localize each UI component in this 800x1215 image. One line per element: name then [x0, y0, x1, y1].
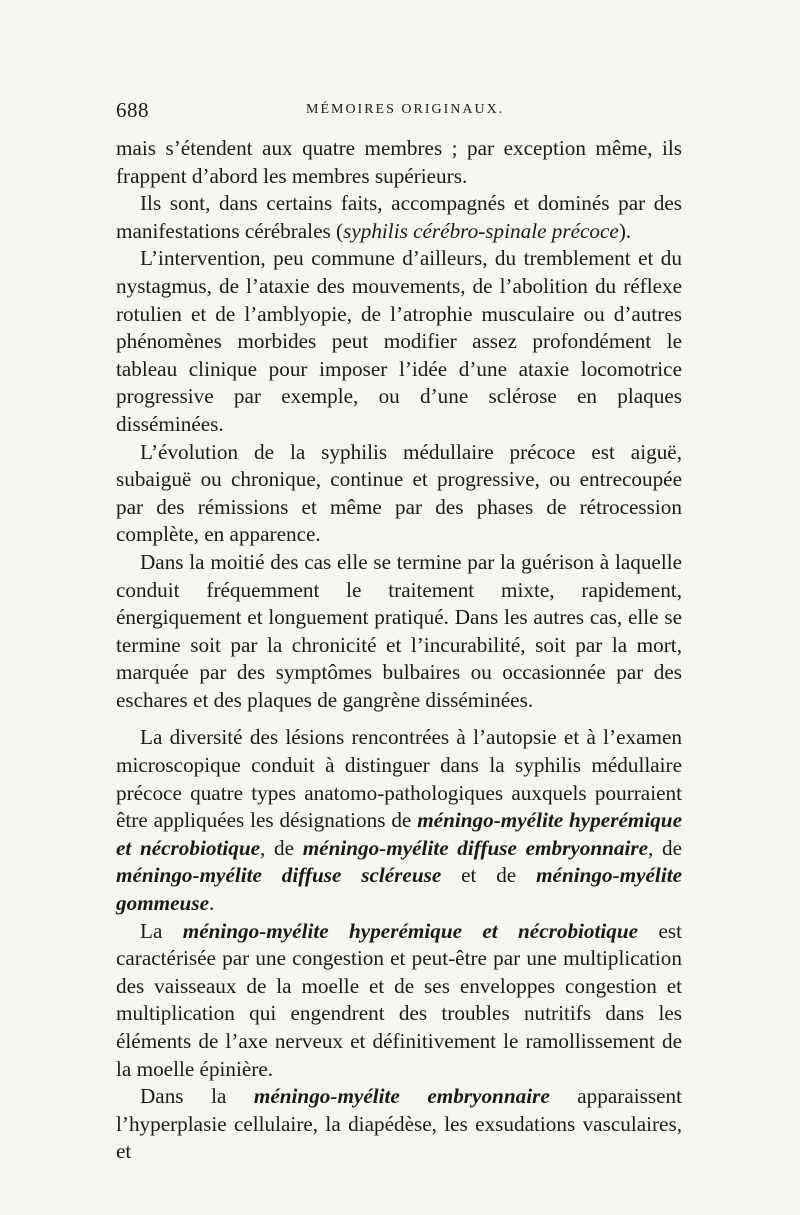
- emphasized-term: méningo-myélite embryonnaire: [253, 1084, 550, 1109]
- text-segment: apparaissent l’hyperplasie cellulaire, la diapédèse, les exsudations vasculaires, et: [116, 1084, 682, 1164]
- text-segment: Ils sont, dans certains faits, accompagnés et dominés par des manifestations cérébrales (: [116, 191, 682, 243]
- text-segment: Dans la: [140, 1084, 254, 1109]
- paragraph: [116, 918, 682, 1084]
- paragraph: [116, 1083, 682, 1166]
- running-title: MÉMOIRES ORIGINAUX.: [306, 102, 505, 117]
- paragraph: [116, 190, 682, 245]
- page-header: [116, 98, 684, 124]
- emphasized-term: méningo-myélite hyperémique et nécrobiotique: [182, 918, 639, 943]
- page-number: 688: [116, 98, 149, 122]
- paragraph: [116, 439, 682, 549]
- text-segment: La: [140, 918, 183, 943]
- emphasized-term: méningo-myélite diffuse embryonnaire: [302, 835, 649, 860]
- text-segment: , de: [260, 835, 303, 860]
- text-segment: .: [209, 891, 215, 916]
- text-segment: La diversité des lésions rencontrées à l’autopsie et à l’examen microscopique conduit à distinguer dans la syphilis médullaire précoce quatre types anatomo-pathologiques auxquels pourraient être appliquées les désignations de: [116, 725, 682, 833]
- body-text: [116, 135, 682, 1166]
- paragraph: [116, 245, 682, 438]
- text-segment: , de: [648, 835, 683, 860]
- text-segment: ).: [618, 218, 632, 243]
- text-segment: est caractérisée par une congestion et peut-être par une multiplication des vaisseaux de la moelle et de ses enveloppes congestion et multiplication qui engendrent des troubles nutritifs dans les éléments de l’axe nerveux et définitivement le ramollissement de la moelle épinière.: [116, 918, 682, 1081]
- text-segment: L’évolution de la syphilis médullaire précoce est aiguë, subaiguë ou chronique, continue et progressive, ou entrecoupée par des rémissions et même par des phases de rétrocession complète, en apparence.: [116, 439, 682, 547]
- text-segment: Dans la moitié des cas elle se termine par la guérison à laquelle conduit fréquemment le traitement mixte, rapidement, énergiquement et longuement pratiqué. Dans les autres cas, elle se termine soit par la chronicité et l’incurabilité, soit par la mort, marquée par des symptômes bulbaires ou occasionnée par des eschares et des plaques de gangrène disséminées.: [116, 549, 682, 712]
- emphasized-term: méningo-myélite diffuse scléreuse: [116, 863, 442, 888]
- paragraph: [116, 135, 682, 190]
- emphasized-term: méningo-myélite hyperémique et nécrobiotique: [116, 808, 682, 860]
- paragraph: [116, 724, 682, 917]
- emphasized-term: méningo-myélite gommeuse: [116, 863, 682, 916]
- emphasized-term: syphilis cérébro-spinale précoce: [343, 218, 619, 243]
- text-segment: et de: [441, 863, 537, 888]
- text-segment: mais s’étendent aux quatre membres ; par exception même, ils frappent d’abord les membres supérieurs.: [116, 136, 682, 188]
- text-segment: L’intervention, peu commune d’ailleurs, du tremblement et du nystagmus, de l’ataxie des mouvements, de l’abolition du réflexe rotulien et de l’amblyopie, de l’atrophie musculaire ou d’autres phénomènes morbides peut modifier assez profondément le tableau clinique pour imposer l’idée d’une ataxie locomotrice progressive par exemple, ou d’une sclérose en plaques disséminées.: [116, 246, 682, 436]
- paragraph: [116, 549, 682, 715]
